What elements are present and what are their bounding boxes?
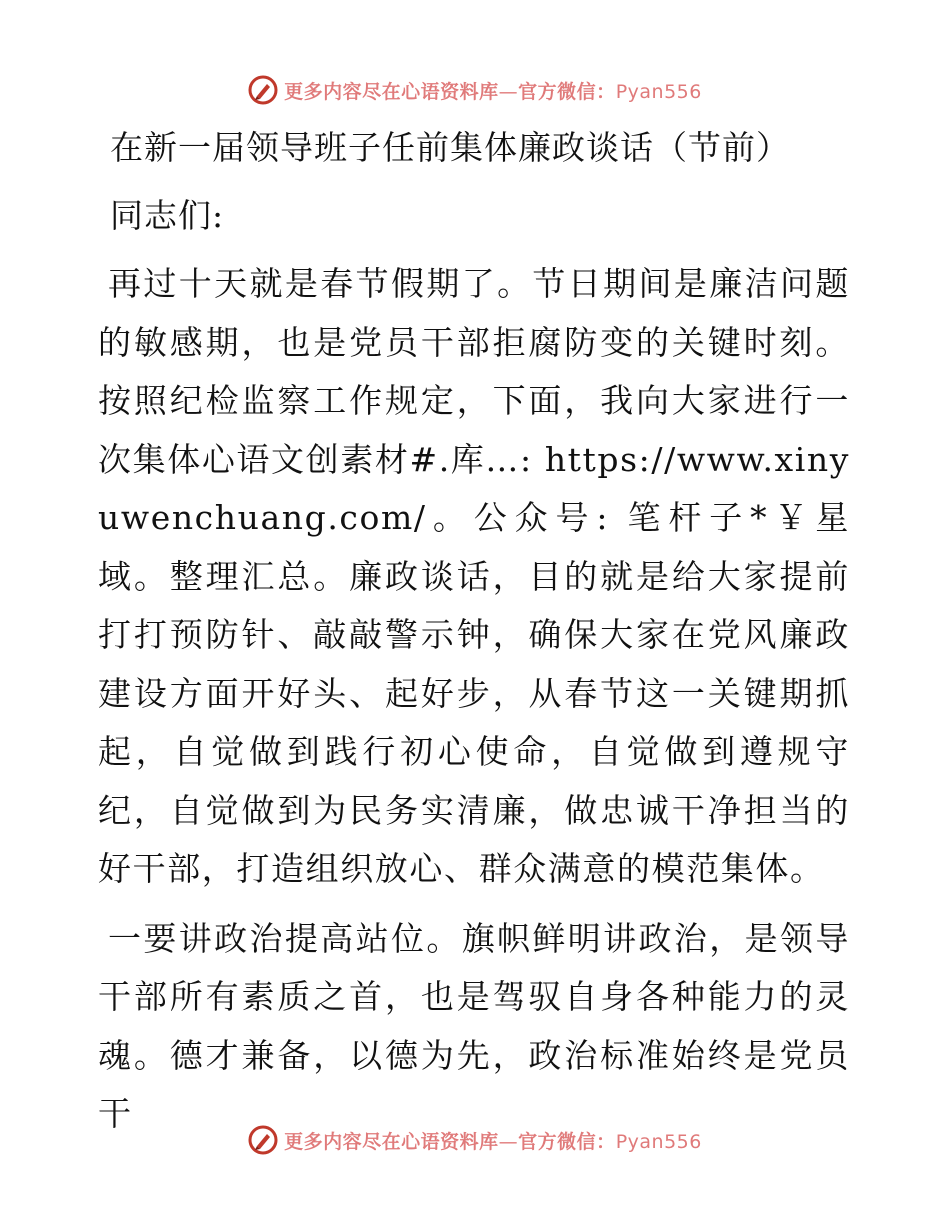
- watermark-footer: [0, 1120, 950, 1160]
- paragraph-1-text: 再过十天就是春节假期了。节日期间是廉洁问题的敏感期，也是党员干部拒腐防变的关键时刻。按照纪检监察工作规定，下面，我向大家进行一次集体心语文创素材#.库…: https://www.xinyuwenchuang.com/。公众号: 笔杆子*￥星域。整理汇总。廉政谈话，目的就是给大家提前打打预防针、敲敲警示钟，确保大家在党风廉政建设方面开好头、起好步，从春节这一关键期抓起，自觉做到践行初心使命，自觉做到遵规守纪，自觉做到为民务实清廉，做忠诚干净担当的好干部，打造组织放心、群众满意的模范集体。: [98, 264, 850, 888]
- document-title: 在新一届领导班子任前集体廉政谈话（节前）: [110, 128, 790, 167]
- paragraph-2: [98, 910, 850, 1144]
- document-body: [98, 128, 850, 1144]
- paragraph-1: [98, 255, 850, 899]
- paragraph-2-text: 一要讲政治提高站位。旗帜鲜明讲政治，是领导干部所有素质之首，也是驾驭自身各种能力的灵魂。德才兼备，以德为先，政治标准始终是党员干: [98, 918, 850, 1133]
- watermark-text: 更多内容尽在心语资料库—官方微信：Pyan556: [284, 1130, 702, 1153]
- watermark-text: 更多内容尽在心语资料库—官方微信：Pyan556: [284, 80, 702, 103]
- pen-nib-logo-icon: [248, 1125, 278, 1155]
- salutation: 同志们:: [110, 196, 225, 235]
- pen-nib-logo-icon: [248, 75, 278, 105]
- watermark-header: [0, 70, 950, 110]
